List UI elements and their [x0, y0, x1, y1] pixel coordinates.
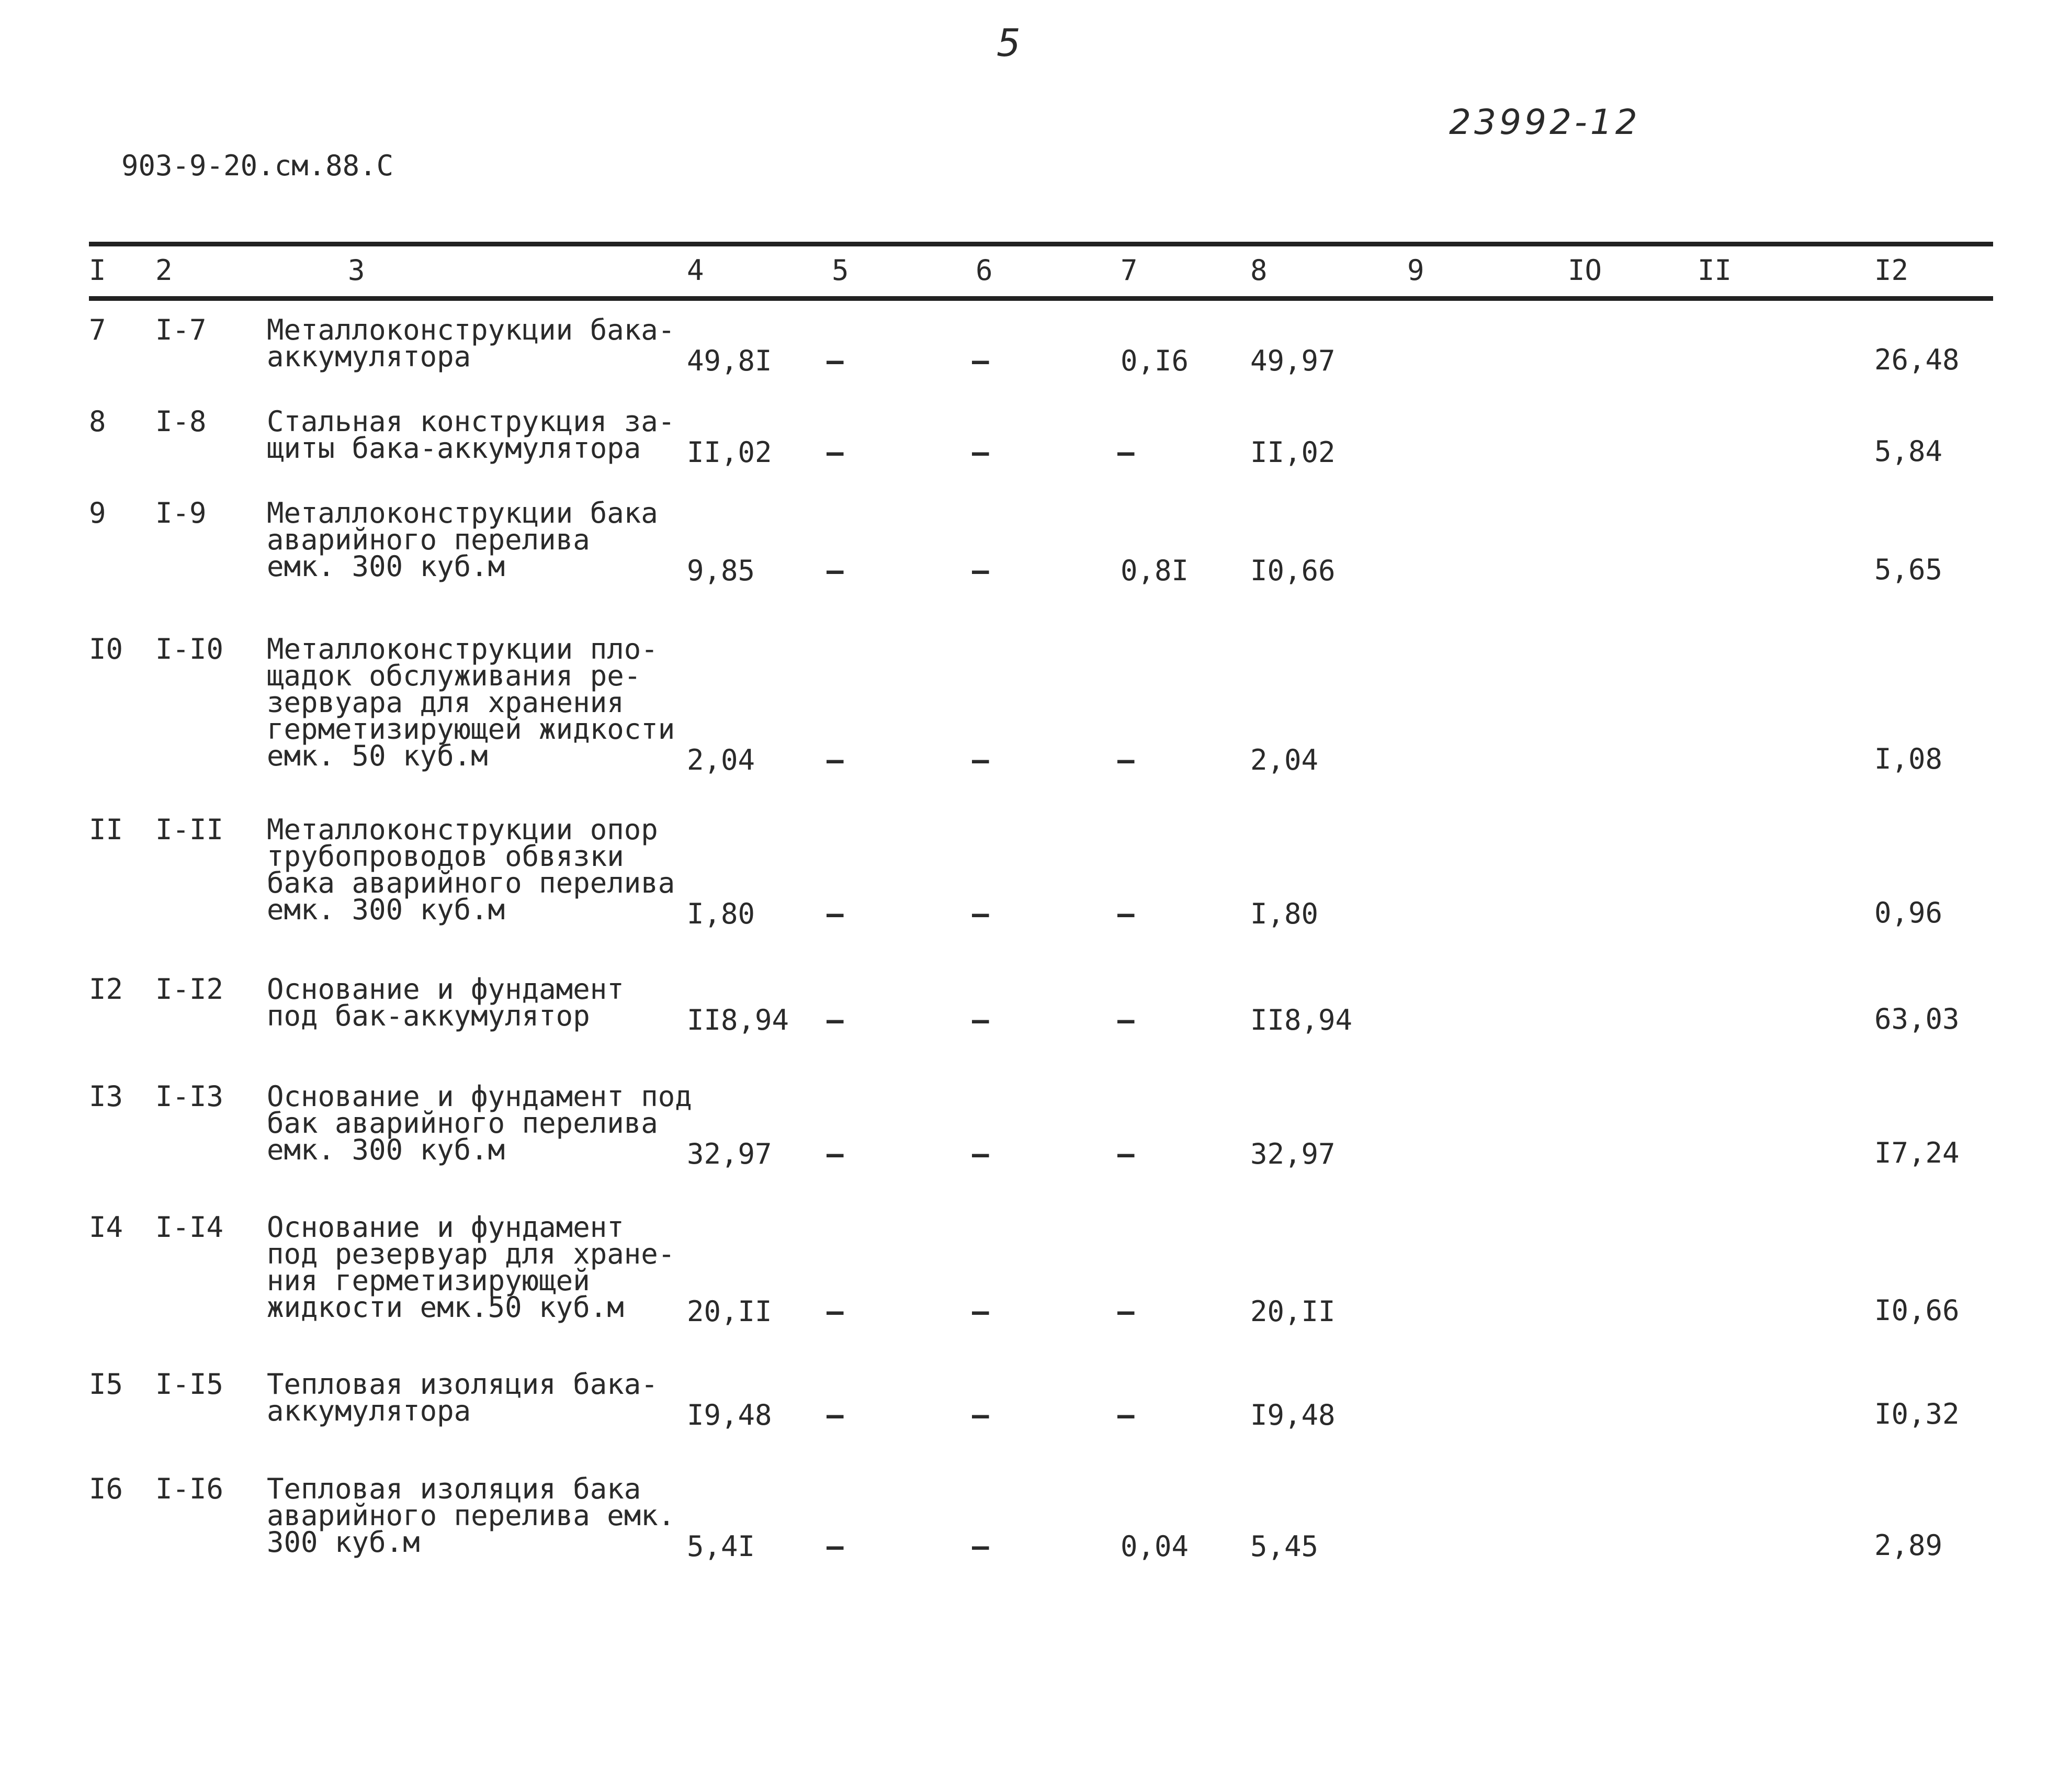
- row-name-line: Металлоконструкции бака-: [267, 313, 675, 346]
- cell-col-6: –: [972, 1399, 989, 1432]
- cell-col-4: 32,97: [687, 1137, 772, 1170]
- cell-col-5: –: [827, 436, 844, 469]
- cell-col-6: –: [972, 436, 989, 469]
- row-name-line: емк. 300 куб.м: [267, 1133, 505, 1166]
- row-number: 8: [89, 405, 106, 438]
- cell-col-4: 2,04: [687, 743, 755, 776]
- column-header-9: 9: [1407, 254, 1424, 287]
- row-name-line: жидкости емк.50 куб.м: [267, 1291, 624, 1324]
- row-name-line: емк. 300 куб.м: [267, 893, 505, 926]
- row-name-line: под бак-аккумулятор: [267, 999, 590, 1032]
- row-name-line: Металлоконструкции бака: [267, 497, 658, 529]
- cell-col-5: –: [827, 1530, 844, 1563]
- row-name-line: зервуара для хранения: [267, 686, 624, 719]
- cell-col-6: –: [972, 1004, 989, 1036]
- cell-col-12: 5,84: [1874, 435, 1943, 468]
- cell-col-4: II,02: [687, 436, 772, 469]
- row-name-line: емк. 50 куб.м: [267, 739, 488, 772]
- row-name-line: герметизирующей жидкости: [267, 713, 675, 746]
- cell-col-5: –: [827, 1004, 844, 1036]
- column-header-7: 7: [1121, 254, 1138, 287]
- cell-col-12: 5,65: [1874, 553, 1943, 586]
- cell-col-8: II,02: [1250, 436, 1336, 469]
- cell-col-8: I0,66: [1250, 554, 1336, 587]
- row-name-line: трубопроводов обвязки: [267, 840, 624, 873]
- cell-col-12: 2,89: [1874, 1529, 1943, 1562]
- cell-col-4: 5,4I: [687, 1530, 755, 1563]
- row-code: I-I0: [155, 633, 224, 666]
- row-number: II: [89, 813, 123, 846]
- row-name-line: Металлоконструкции пло-: [267, 633, 658, 666]
- row-name-line: аккумулятора: [267, 1394, 471, 1427]
- cell-col-7: 0,8I: [1121, 554, 1189, 587]
- cell-col-4: 20,II: [687, 1295, 772, 1328]
- cell-col-4: I,80: [687, 897, 755, 930]
- cell-col-8: I9,48: [1250, 1399, 1336, 1432]
- row-number: I2: [89, 973, 123, 1006]
- cell-col-4: 9,85: [687, 554, 755, 587]
- row-name-line: Металлоконструкции опор: [267, 813, 658, 846]
- cell-col-4: 49,8I: [687, 344, 772, 377]
- row-name-line: Тепловая изоляция бака: [267, 1472, 641, 1505]
- cell-col-12: 0,96: [1874, 896, 1943, 929]
- cell-col-8: 5,45: [1250, 1530, 1319, 1563]
- cell-col-12: I7,24: [1874, 1136, 1960, 1169]
- row-name-line: Стальная конструкция за-: [267, 405, 675, 438]
- page-number: 5: [997, 21, 1021, 65]
- row-name-line: аварийного перелива емк.: [267, 1499, 675, 1532]
- cell-col-7: –: [1117, 1399, 1135, 1432]
- cell-col-5: –: [827, 897, 844, 930]
- cell-col-8: 2,04: [1250, 743, 1319, 776]
- row-name-line: щадок обслуживания ре-: [267, 659, 641, 692]
- row-code: I-I6: [155, 1472, 224, 1505]
- cell-col-7: –: [1117, 897, 1135, 930]
- table-top-rule: [89, 242, 1993, 246]
- column-header-10: IO: [1568, 254, 1602, 287]
- cell-col-5: –: [827, 1399, 844, 1432]
- row-number: I6: [89, 1472, 123, 1505]
- cell-col-12: I0,66: [1874, 1294, 1960, 1327]
- row-name-line: Основание и фундамент: [267, 1211, 624, 1244]
- document-reference: 23992-12: [1449, 102, 1641, 142]
- row-number: I4: [89, 1211, 123, 1244]
- cell-col-12: I,08: [1874, 742, 1943, 775]
- row-code: I-I5: [155, 1368, 224, 1401]
- document-code: 903-9-20.см.88.С: [121, 149, 394, 182]
- row-number: I5: [89, 1368, 123, 1401]
- row-name-line: Тепловая изоляция бака-: [267, 1368, 658, 1401]
- cell-col-6: –: [972, 743, 989, 776]
- cell-col-7: –: [1117, 1004, 1135, 1036]
- row-name-line: бака аварийного перелива: [267, 866, 675, 899]
- cell-col-6: –: [972, 1137, 989, 1170]
- row-name-line: Основание и фундамент: [267, 973, 624, 1006]
- row-name-line: емк. 300 куб.м: [267, 550, 505, 583]
- cell-col-5: –: [827, 1137, 844, 1170]
- row-name-line: бак аварийного перелива: [267, 1107, 658, 1140]
- row-code: I-7: [155, 313, 207, 346]
- row-number: 7: [89, 313, 106, 346]
- cell-col-6: –: [972, 897, 989, 930]
- column-header-3: 3: [348, 254, 365, 287]
- cell-col-7: –: [1117, 1295, 1135, 1328]
- row-name-line: ния герметизирующей: [267, 1264, 590, 1297]
- cell-col-6: –: [972, 554, 989, 587]
- column-header-12: I2: [1874, 254, 1909, 287]
- row-code: I-I4: [155, 1211, 224, 1244]
- cell-col-5: –: [827, 344, 844, 377]
- row-name-line: аккумулятора: [267, 340, 471, 373]
- row-name-line: Основание и фундамент под: [267, 1080, 692, 1113]
- cell-col-5: –: [827, 743, 844, 776]
- cell-col-7: –: [1117, 1137, 1135, 1170]
- cell-col-8: II8,94: [1250, 1004, 1353, 1036]
- row-code: I-II: [155, 813, 224, 846]
- row-number: I0: [89, 633, 123, 666]
- cell-col-12: 63,03: [1874, 1002, 1960, 1035]
- cell-col-6: –: [972, 344, 989, 377]
- cell-col-4: I9,48: [687, 1399, 772, 1432]
- row-name-line: щиты бака-аккумулятора: [267, 432, 641, 465]
- row-code: I-9: [155, 497, 207, 529]
- cell-col-8: 49,97: [1250, 344, 1336, 377]
- cell-col-5: –: [827, 1295, 844, 1328]
- cell-col-7: –: [1117, 436, 1135, 469]
- cell-col-8: I,80: [1250, 897, 1319, 930]
- column-header-2: 2: [155, 254, 173, 287]
- column-header-11: II: [1698, 254, 1732, 287]
- cell-col-8: 20,II: [1250, 1295, 1336, 1328]
- cell-col-12: I0,32: [1874, 1397, 1960, 1430]
- cell-col-7: –: [1117, 743, 1135, 776]
- cell-col-8: 32,97: [1250, 1137, 1336, 1170]
- row-code: I-8: [155, 405, 207, 438]
- table-header-rule: [89, 296, 1993, 301]
- row-code: I-I3: [155, 1080, 224, 1113]
- column-header-1: I: [89, 254, 106, 287]
- row-name-line: аварийного перелива: [267, 523, 590, 556]
- row-name-line: 300 куб.м: [267, 1526, 420, 1559]
- cell-col-12: 26,48: [1874, 343, 1960, 376]
- cell-col-4: II8,94: [687, 1004, 789, 1036]
- row-number: 9: [89, 497, 106, 529]
- column-header-5: 5: [832, 254, 849, 287]
- column-header-6: 6: [976, 254, 993, 287]
- column-header-4: 4: [687, 254, 704, 287]
- cell-col-7: 0,04: [1121, 1530, 1189, 1563]
- cell-col-6: –: [972, 1530, 989, 1563]
- row-name-line: под резервуар для хране-: [267, 1237, 675, 1270]
- cell-col-7: 0,I6: [1121, 344, 1189, 377]
- cell-col-6: –: [972, 1295, 989, 1328]
- column-header-8: 8: [1250, 254, 1268, 287]
- row-code: I-I2: [155, 973, 224, 1006]
- row-number: I3: [89, 1080, 123, 1113]
- cell-col-5: –: [827, 554, 844, 587]
